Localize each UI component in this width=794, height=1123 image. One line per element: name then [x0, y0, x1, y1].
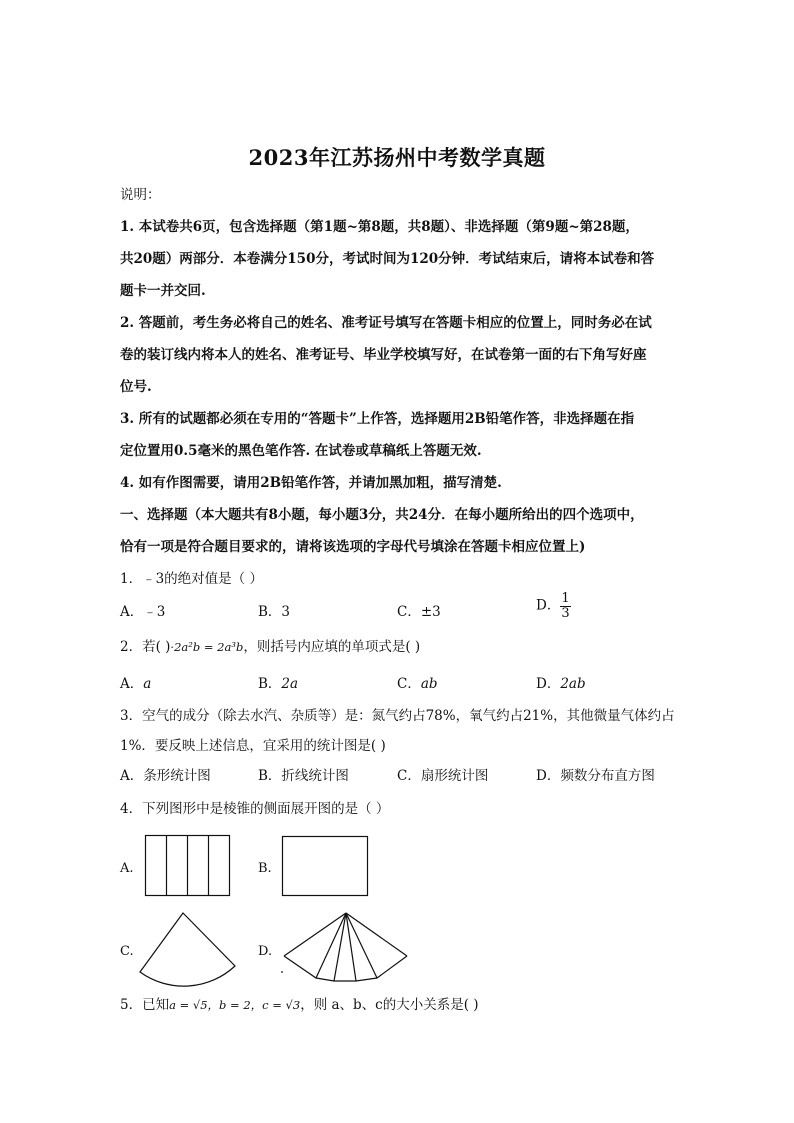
q3-option-a: A．条形统计图	[120, 768, 211, 784]
q4-figure-c-sector	[138, 910, 248, 990]
note-1-line-1: 1. 本试卷共6页，包含选择题（第1题~第8题，共8题）、非选择题（第9题~第28题，	[120, 219, 639, 235]
q2-option-c	[397, 678, 438, 692]
q2-option-a-prefix: A．	[120, 676, 144, 692]
note-1-line-3: 题卡一并交回.	[120, 283, 206, 299]
q3-stem-line-1: 3．空气的成分（除去水汽、杂质等）是：氮气约占78%，氧气约占21%，其他微量气体约占	[120, 708, 675, 724]
q1-option-c: C．±3	[397, 604, 441, 620]
q4-figure-a-rectangles	[145, 835, 235, 897]
q1-stem: 1．﹣3的绝对值是（ ）	[120, 571, 263, 587]
q4-option-b-label: B.	[258, 861, 272, 876]
fraction-denominator: 3	[561, 605, 570, 621]
note-4-line-1: 4. 如有作图需要，请用2B铅笔作答，并请加黑加粗，描写清楚.	[120, 475, 502, 491]
note-1-line-2: 共20题）两部分．本卷满分150分，考试时间为120分钟．考试结束后，请将本试卷和答	[120, 251, 655, 267]
note-2-line-2: 卷的装订线内将本人的姓名、准考证号、毕业学校填写好，在试卷第一面的右下角写好座	[120, 347, 647, 363]
q2-option-b	[258, 678, 298, 692]
fraction-numerator: 1	[561, 591, 570, 606]
q2-option-d-value: 2ab	[560, 676, 586, 692]
q5-stem-post: ，则 a、b、c的大小关系是( )	[300, 997, 479, 1013]
section-1-line-1: 一、选择题（本大题共有8小题，每小题3分，共24分．在每小题所给出的四个选项中，	[120, 507, 644, 523]
q4-option-c-label: C.	[120, 944, 134, 959]
q2-option-a-value: a	[143, 676, 152, 692]
q2-option-a	[120, 678, 151, 692]
note-2-line-3: 位号.	[120, 379, 152, 395]
q2-option-c-value: ab	[420, 676, 438, 692]
note-2-line-1: 2. 答题前，考生务必将自己的姓名、准考证号填写在答题卡相应的位置上，同时务必在试	[120, 315, 652, 331]
q4-option-a-label: A.	[120, 861, 134, 876]
q1-option-d-prefix: D．	[536, 597, 561, 614]
q4-figure-b-rectangle	[282, 836, 372, 898]
q2-option-b-prefix: B．	[258, 676, 282, 692]
q1-option-d	[536, 592, 571, 620]
q1-option-d-fraction	[560, 592, 570, 620]
q5-stem	[120, 999, 479, 1013]
q2-stem	[120, 641, 420, 655]
q3-stem-line-2: 1%．要反映上述信息，宜采用的统计图是( )	[120, 738, 386, 754]
q3-option-b: B．折线统计图	[258, 768, 349, 784]
page-title: 2023年江苏扬州中考数学真题	[248, 145, 546, 170]
q4-stem: 4．下列图形中是棱锥的侧面展开图的是（ ）	[120, 801, 390, 817]
notes-label: 说明：	[120, 187, 161, 203]
q2-option-b-value: 2a	[281, 676, 299, 692]
note-3-line-2: 定位置用0.5毫米的黑色笔作答. 在试卷或草稿纸上答题无效.	[120, 443, 482, 459]
q2-stem-pre: 2．若( )	[120, 639, 171, 655]
q3-option-c: C．扇形统计图	[397, 768, 489, 784]
q2-stem-math: ·2a²b = 2a³b	[170, 640, 244, 654]
q4-option-d-label: D.	[258, 944, 273, 959]
q2-option-d	[536, 678, 586, 692]
q2-option-c-prefix: C．	[397, 676, 421, 692]
q1-option-a: A．﹣3	[120, 604, 166, 620]
q1-option-b: B．3	[258, 604, 291, 620]
q5-stem-math: a = √5，b = 2，c = √3	[169, 998, 301, 1012]
q3-option-d: D．频数分布直方图	[536, 768, 655, 784]
q4-figure-d-triangles-fan	[282, 908, 412, 988]
note-3-line-1: 3. 所有的试题都必须在专用的“答题卡”上作答，选择题用2B铅笔作答，非选择题在指	[120, 411, 635, 427]
section-1-line-2: 恰有一项是符合题目要求的，请将该选项的字母代号填涂在答题卡相应位置上)	[120, 539, 586, 555]
q2-stem-post: ，则括号内应填的单项式是( )	[243, 639, 421, 655]
q5-stem-pre: 5．已知	[120, 997, 170, 1013]
q2-option-d-prefix: D．	[536, 676, 561, 692]
